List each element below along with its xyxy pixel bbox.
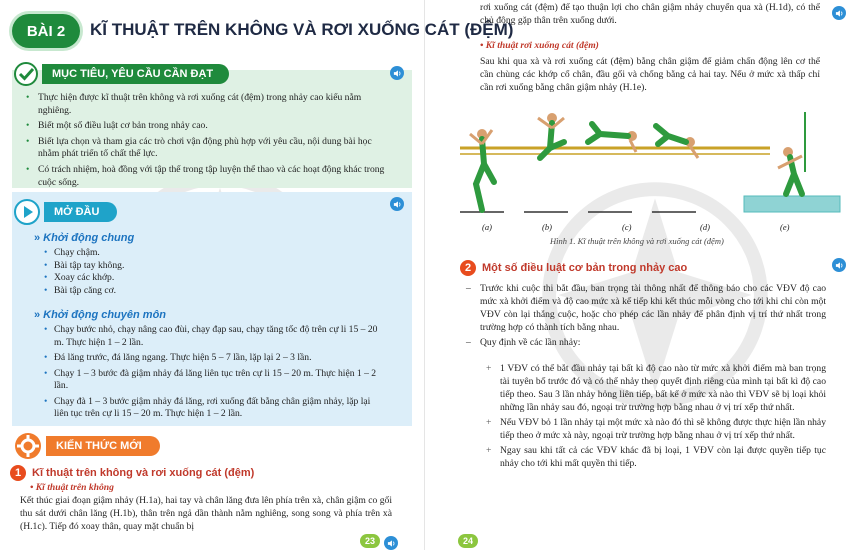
attempt-rules-list xyxy=(486,362,826,472)
goals-list xyxy=(26,92,386,192)
subsection-title: Kĩ thuật rơi xuống cát (đệm) xyxy=(485,40,599,51)
list-item: + Nếu VĐV bỏ 1 lần nhảy tại một mức xà nào đó thì sẽ không được thực hiện lần nhảy tiếp theo ở mức xà này, ngoại trừ trường hợp bằng nhau ở vị trí xếp thứ nhất. xyxy=(486,416,826,442)
double-chevron-icon: » xyxy=(34,309,41,321)
page-number: 24 xyxy=(458,534,478,548)
subsection-heading: • Kĩ thuật rơi xuống cát (đệm) xyxy=(480,40,599,51)
goal-item: • Biết một số điều luật cơ bản trong nhảy cao. xyxy=(26,120,386,133)
gear-icon xyxy=(14,432,42,460)
body-paragraph: Sau khi qua xà và rơi xuống cát (đệm) bằng chân giậm để giảm chấn động lên cơ thể cần chùng các khớp cổ chân, đầu gối và chống bằng cả hai tay. Nếu ở mức xà thấp chỉ cần rơi xuống bằng chân giậm nhảy (H.1e). xyxy=(480,56,820,93)
knowledge-title: KIẾN THỨC MỚI xyxy=(46,436,160,456)
list-item: • Chạy 1 – 3 bước đà giậm nhảy đá lăng liên tục trên cự li 15 – 20 m. Thực hiện 1 – 2 lần. xyxy=(44,368,384,393)
goal-item: • Có trách nhiệm, hoà đồng với tập thể trong tập luyện thể thao và các hoạt động khác trong cuộc sống. xyxy=(26,164,386,189)
goals-title: MỤC TIÊU, YÊU CẦU CẦN ĐẠT xyxy=(42,64,229,84)
figure-caption: Hình 1. Kĩ thuật trên không và rơi xuống cát (đệm) xyxy=(550,236,724,246)
list-item: – Trước khi cuộc thi bắt đầu, ban trọng tài thông nhất để thông báo cho các VĐV độ cao mức xà khởi điểm và độ cao mức xà kế tiếp khi kết thúc mỗi vòng cho tới khi chỉ còn một VĐV còn lại thắng cuộc, hoặc cho phép các lần nhảy để phân định vị trí thứ nhất trong trường hợp có thành tích bằng nhau. xyxy=(466,282,826,334)
high-jump-figure xyxy=(460,112,840,234)
double-chevron-icon: » xyxy=(34,232,41,244)
intro-header xyxy=(14,199,117,225)
lesson-header xyxy=(12,14,514,50)
audio-icon[interactable] xyxy=(390,66,404,80)
list-item: • Bài tập căng cơ. xyxy=(44,285,124,298)
figure-label-a: (a) xyxy=(482,222,492,232)
rules-list xyxy=(466,282,826,349)
lesson-title: KĨ THUẬT TRÊN KHÔNG VÀ RƠI XUỐNG CÁT (ĐỆM) xyxy=(90,20,514,39)
speaker-icon xyxy=(393,200,402,209)
list-item: • Chạy bước nhỏ, chạy nâng cao đùi, chạy đạp sau, chạy tăng tốc độ trên cự li 15 – 20 m. Thực hiện 1 – 2 lần. xyxy=(44,324,384,349)
section-title: Một số điều luật cơ bản trong nhảy cao xyxy=(482,262,688,274)
audio-icon[interactable] xyxy=(832,258,846,272)
special-warmup-title: Khởi động chuyên môn xyxy=(43,309,167,321)
figure-label-c: (c) xyxy=(622,222,632,232)
section-title: Kĩ thuật trên không và rơi xuống cát (đệm) xyxy=(32,467,255,479)
general-warmup-title: Khởi động chung xyxy=(43,232,135,244)
athlete-a xyxy=(470,129,494,210)
audio-icon[interactable] xyxy=(832,6,846,20)
general-warmup-list xyxy=(44,247,124,297)
speaker-icon xyxy=(835,9,844,18)
section-2-heading xyxy=(460,260,687,276)
list-item: • Chạy chậm. xyxy=(44,247,124,260)
page-divider xyxy=(424,0,425,550)
athlete-d xyxy=(656,126,698,158)
athlete-e xyxy=(778,147,802,194)
subsection-title: Kĩ thuật trên không xyxy=(35,482,114,493)
list-item: + Ngay sau khi tất cả các VĐV khác đã bị loại, 1 VĐV còn lại được quyền tiếp tục nhảy cho tới khi mất quyền thi tiếp. xyxy=(486,444,826,470)
speaker-icon xyxy=(393,69,402,78)
special-warmup-list xyxy=(44,324,384,424)
figure-label-d: (d) xyxy=(700,222,710,232)
checkmark-icon xyxy=(14,62,38,86)
list-item: • Bài tập tay không. xyxy=(44,260,124,273)
speaker-icon xyxy=(387,539,396,548)
list-item: + 1 VĐV có thể bắt đầu nhảy tại bất kì độ cao nào từ mức xà khởi điểm mà ban trọng tài tuyên bố trước đó và có thể nhảy theo quyết định riêng của mình tại bất kì độ cao tiếp theo. Sau 3 lần nhảy hỏng liên tiếp, bất kể ở mức xà nào thì VĐV sẽ bị loại khỏi những lần nhảy sau đó, ngoại trừ trường hợp bằng nhau ở vị trí xếp thứ nhất. xyxy=(486,362,826,414)
figure-label-b: (b) xyxy=(542,222,552,232)
right-page xyxy=(430,0,854,550)
figure-label-e: (e) xyxy=(780,222,790,232)
goal-item: • Thực hiện được kĩ thuật trên không và rơi xuống cát (đệm) trong nhảy cao kiểu nằm nghiêng. xyxy=(26,92,386,117)
speaker-icon xyxy=(835,261,844,270)
list-item: • Xoay các khớp. xyxy=(44,272,124,285)
page-number: 23 xyxy=(360,534,380,548)
section-number: 2 xyxy=(460,260,476,276)
audio-icon[interactable] xyxy=(390,197,404,211)
goals-header xyxy=(14,62,229,86)
general-warmup-heading xyxy=(34,232,134,244)
goal-item: • Biết lựa chọn và tham gia các trò chơi vận động phù hợp với yêu cầu, nội dung bài học nhằm phát triển tố chất thể lực. xyxy=(26,136,386,161)
knowledge-header xyxy=(14,432,160,460)
list-item: • Chạy đà 1 – 3 bước giậm nhảy đá lăng, rơi xuống đất bằng chân giậm nhảy, lặp lại liên tục trên cự li 15 – 20 m. Thực hiện 1 – 2 lần. xyxy=(44,396,384,421)
audio-icon[interactable] xyxy=(384,536,398,550)
list-item: – Quy định về các lần nhảy: xyxy=(466,336,826,349)
athlete-b xyxy=(538,113,564,158)
section-number: 1 xyxy=(10,465,26,481)
mattress xyxy=(744,196,840,212)
body-paragraph: Kết thúc giai đoạn giậm nhảy (H.1a), hai tay và chân lăng đưa lên phía trên xà, chân giậm co gối thu sát dưới chân lăng (H.1b), thân trên ngả dần thành nằm nghiêng, song song và phía trên xà (H.1c). Tiếp đó xoay thân, quay mặt chuẩn bị xyxy=(20,495,392,532)
lesson-badge: BÀI 2 xyxy=(12,14,80,48)
play-icon xyxy=(14,199,40,225)
section-1-heading xyxy=(10,465,254,481)
subsection-heading: • Kĩ thuật trên không xyxy=(30,482,114,493)
body-paragraph: rơi xuống cát (đệm) để tạo thuận lợi cho chân giậm nhảy chuyển qua xà (H.1d), có thể chủ động gặp thân trên xuống dưới. xyxy=(480,2,820,26)
intro-title: MỞ ĐẦU xyxy=(44,202,117,222)
special-warmup-heading xyxy=(34,309,166,321)
list-item: • Đá lăng trước, đá lăng ngang. Thực hiện 5 – 7 lần, lặp lại 2 – 3 lần. xyxy=(44,352,384,365)
